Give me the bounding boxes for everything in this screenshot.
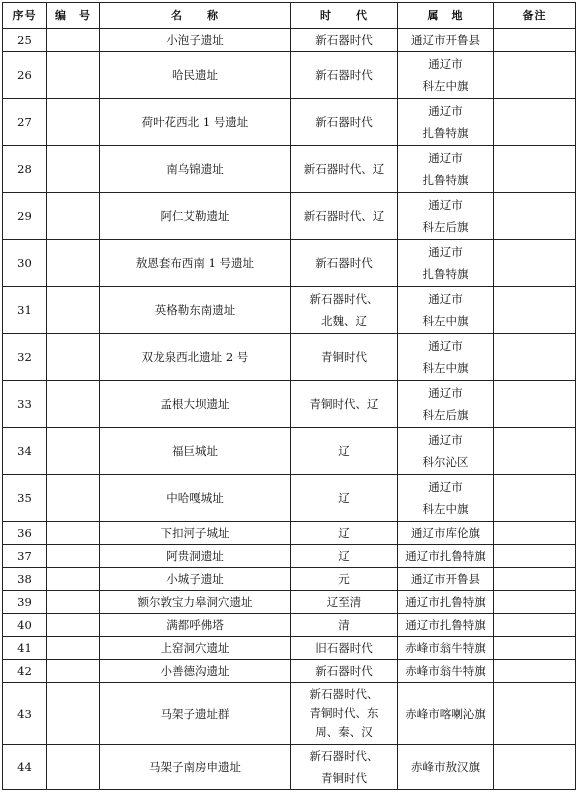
cell-era: 新石器时代、辽 — [291, 193, 398, 240]
cell-name: 马架子南房申遗址 — [100, 745, 291, 790]
cell-remark — [494, 381, 576, 428]
cell-name: 阿仁艾勒遗址 — [100, 193, 291, 240]
cell-code — [47, 683, 100, 745]
cell-era: 新石器时代 — [291, 660, 398, 683]
cell-code — [47, 614, 100, 637]
cell-name: 额尔敦宝力皋洞穴遗址 — [100, 591, 291, 614]
cell-code — [47, 334, 100, 381]
cell-era: 青铜时代、辽 — [291, 381, 398, 428]
table-row — [3, 745, 576, 790]
cell-seq: 37 — [3, 545, 47, 568]
cell-name: 哈民遗址 — [100, 52, 291, 99]
cell-location: 通辽市扎鲁特旗 — [398, 614, 494, 637]
cell-remark — [494, 683, 576, 745]
cell-seq: 33 — [3, 381, 47, 428]
cell-location: 通辽市开鲁县 — [398, 568, 494, 591]
table-row — [3, 568, 576, 591]
cell-seq: 36 — [3, 522, 47, 545]
cell-location: 通辽市 扎鲁特旗 — [398, 146, 494, 193]
cell-seq: 40 — [3, 614, 47, 637]
cell-era: 新石器时代、辽 — [291, 146, 398, 193]
cell-name: 英格勒东南遗址 — [100, 287, 291, 334]
table-row — [3, 146, 576, 193]
table-body — [3, 29, 576, 790]
cell-code — [47, 99, 100, 146]
cell-name: 下扣河子城址 — [100, 522, 291, 545]
cell-seq: 34 — [3, 428, 47, 475]
cell-seq: 28 — [3, 146, 47, 193]
cell-location: 通辽市 科左中旗 — [398, 475, 494, 522]
cell-remark — [494, 660, 576, 683]
table-row — [3, 240, 576, 287]
cell-code — [47, 381, 100, 428]
cell-code — [47, 193, 100, 240]
cell-era: 清 — [291, 614, 398, 637]
cell-location: 通辽市 科左中旗 — [398, 334, 494, 381]
cell-location: 通辽市 科尔沁区 — [398, 428, 494, 475]
cell-location: 通辽市 科左中旗 — [398, 287, 494, 334]
cell-era: 辽 — [291, 545, 398, 568]
cell-remark — [494, 29, 576, 52]
cell-remark — [494, 193, 576, 240]
cell-code — [47, 287, 100, 334]
cell-name: 孟根大坝遗址 — [100, 381, 291, 428]
table-row — [3, 428, 576, 475]
table-row — [3, 637, 576, 660]
table-row — [3, 522, 576, 545]
cell-location: 赤峰市翁牛特旗 — [398, 660, 494, 683]
cell-remark — [494, 287, 576, 334]
cell-name: 阿贵洞遗址 — [100, 545, 291, 568]
cell-location: 赤峰市喀喇沁旗 — [398, 683, 494, 745]
cell-seq: 29 — [3, 193, 47, 240]
cell-code — [47, 591, 100, 614]
cell-era: 辽 — [291, 428, 398, 475]
table-row — [3, 29, 576, 52]
cell-location: 通辽市开鲁县 — [398, 29, 494, 52]
heritage-sites-table — [2, 2, 576, 790]
cell-seq: 32 — [3, 334, 47, 381]
table-row — [3, 475, 576, 522]
cell-name: 上窑洞穴遗址 — [100, 637, 291, 660]
cell-seq: 27 — [3, 99, 47, 146]
cell-code — [47, 637, 100, 660]
cell-era: 辽至清 — [291, 591, 398, 614]
cell-remark — [494, 745, 576, 790]
cell-seq: 39 — [3, 591, 47, 614]
cell-name: 马架子遗址群 — [100, 683, 291, 745]
cell-era: 新石器时代、 北魏、辽 — [291, 287, 398, 334]
cell-seq: 44 — [3, 745, 47, 790]
cell-remark — [494, 475, 576, 522]
table-row — [3, 52, 576, 99]
header-row — [3, 3, 576, 29]
cell-name: 小善德沟遗址 — [100, 660, 291, 683]
cell-seq: 31 — [3, 287, 47, 334]
cell-code — [47, 545, 100, 568]
cell-remark — [494, 52, 576, 99]
cell-remark — [494, 334, 576, 381]
cell-name: 小城子遗址 — [100, 568, 291, 591]
header-era: 时 代 — [291, 3, 398, 29]
cell-seq: 38 — [3, 568, 47, 591]
cell-name: 中哈嘎城址 — [100, 475, 291, 522]
cell-code — [47, 29, 100, 52]
header-location: 属 地 — [398, 3, 494, 29]
cell-remark — [494, 146, 576, 193]
cell-location: 赤峰市敖汉旗 — [398, 745, 494, 790]
cell-name: 南乌锦遗址 — [100, 146, 291, 193]
cell-era: 新石器时代 — [291, 99, 398, 146]
cell-code — [47, 428, 100, 475]
cell-era: 辽 — [291, 522, 398, 545]
cell-seq: 41 — [3, 637, 47, 660]
table-row — [3, 683, 576, 745]
cell-location: 通辽市 科左后旗 — [398, 193, 494, 240]
header-code: 编 号 — [47, 3, 100, 29]
table-row — [3, 614, 576, 637]
table-row — [3, 545, 576, 568]
cell-code — [47, 52, 100, 99]
cell-name: 福巨城址 — [100, 428, 291, 475]
cell-remark — [494, 240, 576, 287]
table-row — [3, 193, 576, 240]
cell-era: 辽 — [291, 475, 398, 522]
cell-code — [47, 146, 100, 193]
cell-name: 双龙泉西北遗址 2 号 — [100, 334, 291, 381]
cell-era: 新石器时代 — [291, 52, 398, 99]
table-row — [3, 660, 576, 683]
cell-remark — [494, 614, 576, 637]
cell-seq: 43 — [3, 683, 47, 745]
cell-location: 赤峰市翁牛特旗 — [398, 637, 494, 660]
cell-era: 新石器时代、 青铜时代、东 周、秦、汉 — [291, 683, 398, 745]
cell-remark — [494, 568, 576, 591]
cell-remark — [494, 637, 576, 660]
cell-era: 旧石器时代 — [291, 637, 398, 660]
cell-location: 通辽市 科左后旗 — [398, 381, 494, 428]
cell-seq: 25 — [3, 29, 47, 52]
cell-name: 小泡子遗址 — [100, 29, 291, 52]
cell-remark — [494, 99, 576, 146]
cell-seq: 35 — [3, 475, 47, 522]
cell-location: 通辽市扎鲁特旗 — [398, 591, 494, 614]
table-row — [3, 381, 576, 428]
cell-era: 新石器时代 — [291, 240, 398, 287]
cell-remark — [494, 545, 576, 568]
cell-era: 元 — [291, 568, 398, 591]
cell-code — [47, 568, 100, 591]
table-row — [3, 591, 576, 614]
header-remark: 备注 — [494, 3, 576, 29]
cell-code — [47, 240, 100, 287]
header-seq: 序号 — [3, 3, 47, 29]
cell-remark — [494, 522, 576, 545]
cell-location: 通辽市 科左中旗 — [398, 52, 494, 99]
cell-seq: 42 — [3, 660, 47, 683]
cell-location: 通辽市 扎鲁特旗 — [398, 99, 494, 146]
cell-remark — [494, 428, 576, 475]
cell-code — [47, 475, 100, 522]
cell-era: 新石器时代、 青铜时代 — [291, 745, 398, 790]
table-row — [3, 99, 576, 146]
cell-code — [47, 745, 100, 790]
cell-remark — [494, 591, 576, 614]
cell-seq: 30 — [3, 240, 47, 287]
cell-era: 青铜时代 — [291, 334, 398, 381]
cell-code — [47, 522, 100, 545]
table-row — [3, 334, 576, 381]
cell-location: 通辽市扎鲁特旗 — [398, 545, 494, 568]
header-name: 名 称 — [100, 3, 291, 29]
cell-location: 通辽市 扎鲁特旗 — [398, 240, 494, 287]
table-row — [3, 287, 576, 334]
cell-name: 满都呼佛塔 — [100, 614, 291, 637]
cell-name: 敖恩套布西南 1 号遗址 — [100, 240, 291, 287]
cell-era: 新石器时代 — [291, 29, 398, 52]
cell-location: 通辽市库伦旗 — [398, 522, 494, 545]
cell-name: 荷叶花西北 1 号遗址 — [100, 99, 291, 146]
cell-code — [47, 660, 100, 683]
cell-seq: 26 — [3, 52, 47, 99]
